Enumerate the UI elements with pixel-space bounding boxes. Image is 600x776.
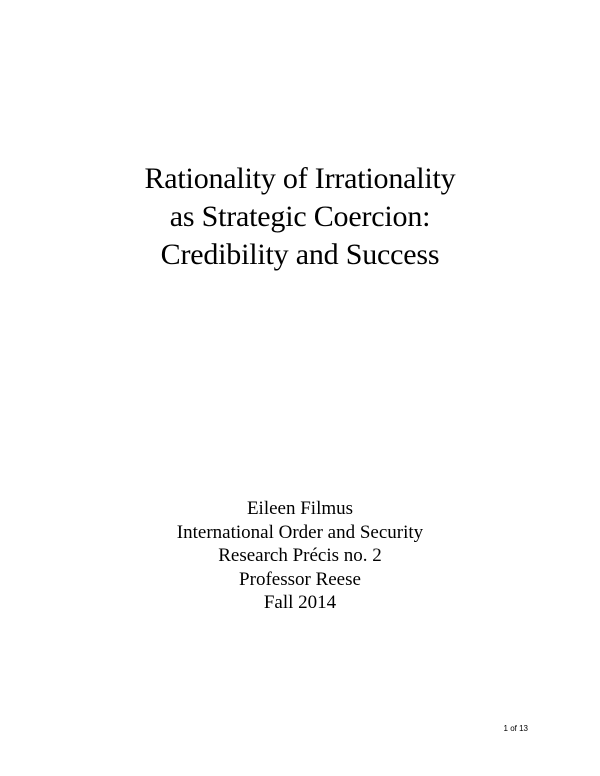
term: Fall 2014	[263, 592, 337, 613]
title-line-2: as Strategic Coercion:	[169, 200, 431, 233]
professor-name: Professor Reese	[239, 568, 361, 590]
course-name: International Order and Security	[176, 521, 424, 543]
title-line-3: Credibility and Success	[160, 238, 440, 271]
page-number: 1 of 13	[503, 724, 528, 733]
assignment-name: Research Précis no. 2	[218, 545, 382, 566]
title-line-1: Rationality of Irrationality	[144, 162, 456, 195]
author-info-block	[0, 497, 600, 615]
document-title	[0, 160, 600, 274]
author-name: Eileen Filmus	[246, 498, 354, 519]
